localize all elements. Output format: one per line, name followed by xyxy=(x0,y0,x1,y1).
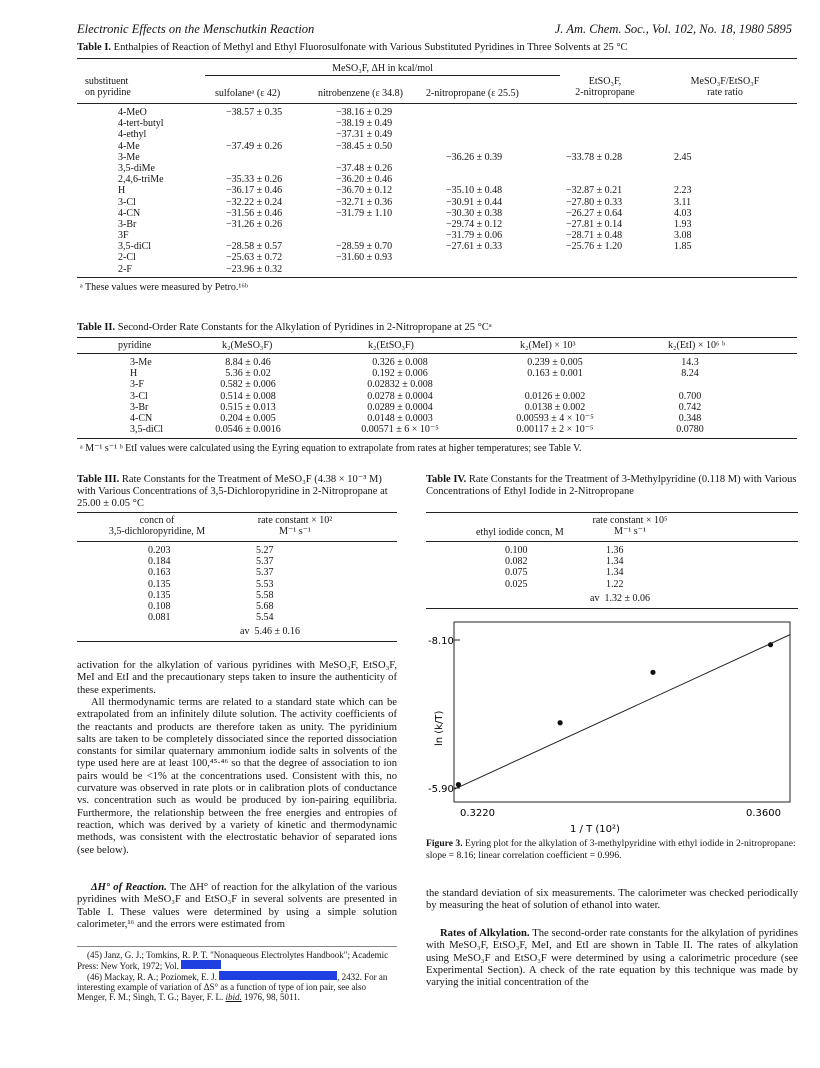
right-paragraph-1: the standard deviation of six measurements. The calorimeter was checked periodically by measuring the heat of solution of ethanol into water. xyxy=(426,888,798,912)
table1-header-nitropropane: 2-nitropropane (ε 25.5) xyxy=(426,88,519,99)
table1-cell-sulfolane: −38.57 ± 0.35 xyxy=(226,107,283,118)
table3-cell-rate: 5.27 xyxy=(256,545,274,556)
table2-cell-k-etso3f: 0.0148 ± 0.0003 xyxy=(367,412,433,424)
table2-cell-k-etso3f: 0.0278 ± 0.0004 xyxy=(367,390,433,402)
table3-header-rule xyxy=(77,541,397,542)
table2-cell-k-meso3f: 0.514 ± 0.008 xyxy=(220,390,276,402)
table1-cell-nitrobenzene: −38.45 ± 0.50 xyxy=(336,140,393,152)
avg-value: 1.32 ± 0.06 xyxy=(604,593,650,604)
left-paragraph-2: All thermodynamic terms are related to a standard state which can be extrapolated from an infinitely dilute solution. The activity coefficients of the reactants and products are therefore taken as unity. The pyridinium salts are taken to be completely dissociated since the reported dissociation constants for similar quaternary ammonium iodide salts in solvents of the type used here are at least 100,⁴⁵·⁴⁶ so that the degree of association to ion pairs would be <1% at the concentrations used. Consistent with this, no curvature was observed in rate plots or in calibration plots of conductance vs. concentration such as would be produced by ion-pairing equilibria. Furthermore, the relationship between the free energies and entropies of reaction, which was derived by a variety of kinetic and thermodynamic methods, was consistent with the electrostatic behavior of separated ions (see below). xyxy=(77,697,397,856)
table4-bottom-rule xyxy=(426,608,798,609)
left-paragraph-3 xyxy=(77,882,397,931)
header-line: M⁻¹ s⁻¹ xyxy=(279,526,311,538)
table4-header-conc: ethyl iodide concn, M xyxy=(476,527,564,538)
table2-caption xyxy=(77,322,797,333)
table1-cell-ratio: 1.93 xyxy=(674,218,692,230)
header-line: rate ratio xyxy=(707,87,743,99)
table4-cell-conc: 0.082 xyxy=(505,556,528,568)
table3-cell-rate: 5.54 xyxy=(256,612,274,624)
table1-cell-ratio xyxy=(674,163,692,174)
table1-cell-sulfolane: −31.56 ± 0.46 xyxy=(226,207,283,219)
table1-cell-sulfolane: −25.63 ± 0.72 xyxy=(226,252,283,264)
footnote-46 xyxy=(77,971,397,1003)
y-axis-label: ln (k/T) xyxy=(434,710,445,746)
table3-col-rate xyxy=(256,545,274,623)
avg-value: 5.46 ± 0.16 xyxy=(254,626,300,637)
y-tick-top: -8.10 xyxy=(428,636,454,647)
table1-cell-ratio: 3.08 xyxy=(674,230,692,242)
running-header-right: J. Am. Chem. Soc., Vol. 102, No. 18, 1980 5895 xyxy=(554,22,792,36)
table1-cell-etso3f xyxy=(566,264,622,275)
table1-cell-ratio xyxy=(674,118,692,129)
table4-top-rule xyxy=(426,512,798,513)
table3-top-rule xyxy=(77,512,397,513)
table2-cell-k-mei: 0.00117 ± 2 × 10⁻⁵ xyxy=(516,424,594,436)
table1-col-nitrobenzene xyxy=(336,107,392,275)
table1-cell-etso3f xyxy=(566,252,622,263)
table2-cell-k-eti: 0.700 xyxy=(678,390,702,402)
table1-cell-etso3f: −27.80 ± 0.33 xyxy=(566,196,623,208)
table1-cell-nitrobenzene: −36.20 ± 0.46 xyxy=(336,174,393,186)
table2-cell-k-etso3f: 0.02832 ± 0.008 xyxy=(367,379,433,391)
footnote-text: 1976, 98, 5011. xyxy=(244,992,300,1003)
table1-cell-nitrobenzene: −31.60 ± 0.93 xyxy=(336,252,393,264)
table3-cell-conc: 0.184 xyxy=(148,556,171,568)
table1-cell-sulfolane xyxy=(226,129,282,140)
table1-cell-nitropropane: −30.91 ± 0.44 xyxy=(446,196,503,208)
table3-cell-rate: 5.68 xyxy=(256,600,274,612)
table4-cell-rate: 1.36 xyxy=(606,545,624,556)
table1-cell-substituent: 3-Cl xyxy=(118,196,136,208)
table3-bottom-rule xyxy=(77,641,397,642)
left-paragraph-1: activation for the alkylation of various pyridines with MeSO₃F, EtSO₃F, MeI and EtI and the precautionary steps taken to insure the authenticity of these experiments. xyxy=(77,660,397,696)
table4-cell-conc: 0.075 xyxy=(505,567,528,579)
table3-caption xyxy=(77,474,397,510)
table4-caption xyxy=(426,474,798,498)
table3-cell-conc: 0.108 xyxy=(148,600,171,612)
table1-header-subst xyxy=(85,76,131,98)
redaction-mark xyxy=(181,960,221,969)
table1-cell-sulfolane xyxy=(226,118,282,129)
header-line: 3,5-dichloropyridine, M xyxy=(108,526,206,538)
table1-cell-etso3f: −26.27 ± 0.64 xyxy=(566,207,623,219)
x-axis-label: 1 / T (10²) xyxy=(570,824,620,835)
table1-col-nitropropane xyxy=(446,107,502,275)
right-paragraph-2 xyxy=(426,928,798,989)
table1-cell-nitrobenzene: −37.48 ± 0.26 xyxy=(336,162,393,174)
table1-cell-sulfolane: −31.26 ± 0.26 xyxy=(226,218,283,230)
table2-cell-k-mei: 0.163 ± 0.001 xyxy=(527,368,583,380)
table2-col-k-etso3f xyxy=(340,357,460,435)
figure3-chart xyxy=(420,618,800,836)
footnote-text: (46) Mackay, R. A.; Poziomek, E. J. xyxy=(87,972,217,982)
table4-col-conc xyxy=(505,545,528,590)
table1-cell-etso3f xyxy=(566,163,622,174)
table1-cell-ratio: 3.11 xyxy=(674,196,692,208)
table1-cell-etso3f: −27.81 ± 0.14 xyxy=(566,218,623,230)
table1-cell-ratio: 2.45 xyxy=(674,151,692,163)
table1-cell-substituent: 3F xyxy=(118,230,129,242)
table1-cell-nitropropane xyxy=(446,118,502,129)
data-point xyxy=(456,782,461,787)
table1-cell-ratio xyxy=(674,107,692,118)
table1-footnote: ᵃ These values were measured by Petro.¹⁶ᵇ xyxy=(80,282,248,293)
table1-cell-nitropropane: −35.10 ± 0.48 xyxy=(446,185,503,197)
table2-cell-k-meso3f: 0.204 ± 0.005 xyxy=(220,412,276,424)
table1-header-ratio xyxy=(670,76,780,98)
table1-cell-nitrobenzene: −28.59 ± 0.70 xyxy=(336,241,393,253)
table2-cell-pyridine: 3,5-diCl xyxy=(130,424,164,436)
table4-cell-conc: 0.025 xyxy=(505,578,528,590)
header-line: M⁻¹ s⁻¹ xyxy=(614,526,646,538)
table1-cell-nitrobenzene: −38.19 ± 0.49 xyxy=(336,118,393,130)
table2-col-pyridine xyxy=(130,357,163,435)
table2-bottom-rule xyxy=(77,438,797,439)
table1-cell-substituent: 4-MeO xyxy=(118,107,147,118)
table2-cell-k-eti: 0.742 xyxy=(678,401,702,413)
header-line: rate constant × 10² xyxy=(257,515,333,526)
table1-cell-sulfolane: −32.22 ± 0.24 xyxy=(226,196,283,208)
header-line: MeSO₃F/EtSO₃F xyxy=(690,76,760,87)
table1-cell-ratio: 1.85 xyxy=(674,241,692,253)
table1-cell-sulfolane xyxy=(226,230,282,241)
paragraph-text: The ΔH° of reaction for the alkylation of the various pyridines with MeSO₃F and EtSO₃F in several solvents are presented in Table I. These values were determined by using a simple solution calorimeter,¹⁶ and the errors were estimated from xyxy=(77,882,397,930)
table3-cell-conc: 0.163 xyxy=(148,567,171,579)
table1-cell-substituent: 3-Me xyxy=(118,151,140,163)
table1-cell-nitropropane xyxy=(446,252,502,263)
table2-label: Table II. xyxy=(77,322,116,333)
table2-col-k-mei xyxy=(495,357,615,435)
table3-header-conc xyxy=(82,515,232,537)
table4-title: Rate Constants for the Treatment of 3-Methylpyridine (0.118 M) with Various Concentrations of Ethyl Iodide in 2-Nitropropane xyxy=(426,474,797,497)
table2-title: Second-Order Rate Constants for the Alkylation of Pyridines in 2-Nitropropane at 25 °Cᵃ xyxy=(117,322,492,333)
table1-col-etso3f xyxy=(566,107,622,275)
table1-cell-nitrobenzene: −36.70 ± 0.12 xyxy=(336,185,393,197)
table1-cell-ratio: 2.23 xyxy=(674,185,692,197)
table2-cell-k-meso3f: 0.582 ± 0.006 xyxy=(220,379,276,391)
footnote-45 xyxy=(77,950,397,971)
table2-header-rule xyxy=(77,353,797,354)
table1-cell-sulfolane: −28.58 ± 0.57 xyxy=(226,241,283,253)
table1-col-sulfolane xyxy=(226,107,282,275)
table3-cell-conc: 0.203 xyxy=(148,545,171,556)
table2-cell-k-meso3f: 5.36 ± 0.02 xyxy=(225,368,271,380)
table3-cell-rate: 5.37 xyxy=(256,567,274,579)
table2-cell-k-eti: 8.24 xyxy=(681,368,699,380)
table2-cell-k-etso3f: 0.0289 ± 0.0004 xyxy=(367,401,433,413)
avg-label: av xyxy=(240,626,250,637)
table2-cell-pyridine: 3-Br xyxy=(130,401,149,413)
figure3-text: Eyring plot for the alkylation of 3-methylpyridine with ethyl iodide in 2-nitropropane: slope = 8.16; linear correlation coefficient = 0.996. xyxy=(426,838,796,861)
table1-cell-sulfolane: −37.49 ± 0.26 xyxy=(226,140,283,152)
table1-cell-etso3f xyxy=(566,107,622,118)
header-line: 2-nitropropane xyxy=(575,87,635,99)
table1-cell-substituent: H xyxy=(118,185,126,197)
table1-cell-nitropropane xyxy=(446,264,502,275)
x-tick-right: 0.3600 xyxy=(746,808,781,819)
table1-header-nitrobenzene: nitrobenzene (ε 34.8) xyxy=(318,88,403,99)
redaction-mark xyxy=(219,971,337,980)
table1-cell-nitropropane xyxy=(446,107,502,118)
table1-cell-nitrobenzene: −37.31 ± 0.49 xyxy=(336,129,393,141)
table2-cell-k-eti xyxy=(650,379,730,390)
table1-cell-substituent: 2,4,6-triMe xyxy=(118,174,164,186)
table1-header-etso3f xyxy=(555,76,655,98)
table1-cell-ratio xyxy=(674,141,692,152)
table1-header-sulfolane: sulfolaneᵃ (ε 42) xyxy=(215,88,281,99)
table2-cell-pyridine: 3-F xyxy=(130,379,144,391)
table1-cell-etso3f xyxy=(566,141,622,152)
table1-cell-substituent: 4-tert-butyl xyxy=(118,118,164,130)
table2-cell-k-mei: 0.239 ± 0.005 xyxy=(527,357,583,368)
table2-cell-k-mei xyxy=(495,379,615,390)
citation-link[interactable]: ibid. xyxy=(225,992,242,1003)
table2-cell-k-etso3f: 0.00571 ± 6 × 10⁻⁵ xyxy=(361,424,439,436)
table1-label: Table I. xyxy=(77,42,112,53)
table1-cell-etso3f xyxy=(566,174,622,185)
table4-header-rate xyxy=(580,515,680,537)
paragraph-text: The second-order rate constants for the alkylation of pyridines with MeSO₃F, EtSO₃F, MeI, and EtI are shown in Table II. The rates of alkylation using MeSO₃F and EtSO₃F were determined by using a calorimetric procedure (see Experimental Section). A check of the rate equation by this technique was made by varying the initial concentration of the xyxy=(426,928,798,989)
table2-header-k-etso3f: k₂(EtSO₃F) xyxy=(368,340,414,351)
table2-cell-k-mei: 0.0138 ± 0.002 xyxy=(524,401,586,413)
table1-cell-sulfolane: −36.17 ± 0.46 xyxy=(226,185,283,197)
table3-average xyxy=(240,626,300,637)
table1-col-substituent xyxy=(118,107,164,275)
table1-cell-substituent: 4-Me xyxy=(118,140,140,152)
table1-cell-nitrobenzene xyxy=(336,219,392,230)
running-header-left: Electronic Effects on the Menschutkin Reaction xyxy=(77,22,315,36)
table1-cell-sulfolane: −23.96 ± 0.32 xyxy=(226,263,283,275)
fit-line xyxy=(454,635,790,790)
table1-bottom-rule xyxy=(77,277,797,278)
table2-cell-k-mei: 0.00593 ± 4 × 10⁻⁵ xyxy=(516,412,594,424)
table1-cell-sulfolane: −35.33 ± 0.26 xyxy=(226,174,283,186)
table1-cell-nitrobenzene: −31.79 ± 1.10 xyxy=(336,207,393,219)
table1-cell-substituent: 2-F xyxy=(118,263,132,275)
table1-cell-nitropropane: −29.74 ± 0.12 xyxy=(446,218,503,230)
table3-cell-rate: 5.37 xyxy=(256,556,274,568)
table1-group-rule xyxy=(205,75,560,76)
avg-label: av xyxy=(590,593,600,604)
footnote-text: (45) Janz, G. J.; Tomkins, R. P. T. "Nonaqueous Electrolytes Handbook"; Academic Press: New York, 1972; Vol. xyxy=(77,950,389,972)
y-tick-bottom: -5.90 xyxy=(428,784,454,795)
table1-cell-nitropropane: −36.26 ± 0.39 xyxy=(446,151,503,163)
table2-header-k-meso3f: k₂(MeSO₃F) xyxy=(222,340,273,351)
table1-caption xyxy=(77,42,797,53)
table4-header-rule xyxy=(426,541,798,542)
table1-cell-etso3f: −32.87 ± 0.21 xyxy=(566,185,623,197)
table2-cell-pyridine: 4-CN xyxy=(130,412,153,424)
table2-col-k-eti xyxy=(650,357,730,435)
table1-cell-nitropropane xyxy=(446,141,502,152)
table4-cell-rate: 1.34 xyxy=(606,567,624,579)
table1-cell-nitropropane xyxy=(446,129,502,140)
data-point xyxy=(768,642,773,647)
table3-header-rate xyxy=(240,515,350,537)
table3-label: Table III. xyxy=(77,474,120,485)
table1-cell-substituent: 4-ethyl xyxy=(118,129,147,141)
header-line: concn of xyxy=(139,515,175,526)
table2-header-k-eti: k₂(EtI) × 10⁶ ᵇ xyxy=(668,340,726,351)
header-line: on pyridine xyxy=(85,87,131,99)
table1-cell-substituent: 3,5-diMe xyxy=(118,162,155,174)
x-tick-left: 0.3220 xyxy=(460,808,495,819)
data-point xyxy=(650,670,655,675)
table2-cell-k-etso3f: 0.192 ± 0.006 xyxy=(372,368,428,380)
table1-header-rule xyxy=(77,103,797,104)
table1-cell-nitropropane: −30.30 ± 0.38 xyxy=(446,207,503,219)
table1-cell-sulfolane xyxy=(226,152,282,163)
table1-cell-nitropropane xyxy=(446,174,502,185)
table1-cell-nitropropane: −27.61 ± 0.33 xyxy=(446,241,503,253)
table3-title: Rate Constants for the Treatment of MeSO₃F (4.38 × 10⁻³ M) with Various Concentrations of 3,5-Dichloropyridine in 2-Nitropropane at 25.00 ± 0.05 °C xyxy=(77,474,388,509)
footnote-rule xyxy=(77,946,397,947)
table1-title: Enthalpies of Reaction of Methyl and Ethyl Fluorosulfonate with Various Substituted Pyridines in Three Solvents at 25 °C xyxy=(113,42,628,53)
table1-cell-etso3f: −25.76 ± 1.20 xyxy=(566,241,623,253)
table1-cell-substituent: 2-Cl xyxy=(118,252,136,264)
table1-cell-etso3f xyxy=(566,129,622,140)
table1-col-ratio xyxy=(674,107,692,275)
table1-cell-nitrobenzene xyxy=(336,264,392,275)
table2-cell-k-etso3f: 0.326 ± 0.008 xyxy=(372,357,428,368)
table3-cell-rate: 5.53 xyxy=(256,578,274,590)
table4-cell-conc: 0.100 xyxy=(505,545,528,556)
table4-col-rate xyxy=(606,545,624,590)
table1-cell-ratio: 4.03 xyxy=(674,207,692,219)
table2-header-k-mei: k₂(MeI) × 10³ xyxy=(520,340,576,351)
table3-cell-rate: 5.58 xyxy=(256,589,274,601)
table2-cell-k-eti: 14.3 xyxy=(681,357,699,368)
table1-cell-nitrobenzene xyxy=(336,230,392,241)
table3-cell-conc: 0.081 xyxy=(148,612,171,624)
table4-label: Table IV. xyxy=(426,474,467,485)
table1-cell-nitrobenzene xyxy=(336,152,392,163)
data-point xyxy=(558,720,563,725)
table1-cell-ratio xyxy=(674,252,692,263)
table3-cell-conc: 0.135 xyxy=(148,578,171,590)
table2-cell-k-eti: 0.0780 xyxy=(676,424,704,436)
table2-header-pyridine: pyridine xyxy=(118,340,152,351)
section-heading: Rates of Alkylation. xyxy=(440,928,530,939)
table2-cell-pyridine: H xyxy=(130,368,138,380)
table1-cell-etso3f: −28.71 ± 0.48 xyxy=(566,230,623,242)
table1-cell-nitropropane xyxy=(446,163,502,174)
table4-cell-rate: 1.22 xyxy=(606,578,624,590)
table1-cell-etso3f: −33.78 ± 0.28 xyxy=(566,151,623,163)
table2-cell-pyridine: 3-Cl xyxy=(130,390,148,402)
table2-col-k-meso3f xyxy=(198,357,298,435)
header-line: EtSO₃F, xyxy=(588,76,622,87)
table1-cell-ratio xyxy=(674,264,692,275)
table1-cell-substituent: 3,5-diCl xyxy=(118,241,152,253)
table1-cell-substituent: 4-CN xyxy=(118,207,141,219)
table4-cell-rate: 1.34 xyxy=(606,556,624,568)
table1-cell-nitrobenzene: −38.16 ± 0.29 xyxy=(336,107,393,118)
table1-top-rule xyxy=(77,58,797,59)
table2-cell-k-meso3f: 8.84 ± 0.46 xyxy=(225,357,271,368)
table1-cell-etso3f xyxy=(566,118,622,129)
table1-cell-nitrobenzene: −32.71 ± 0.36 xyxy=(336,196,393,208)
table2-cell-pyridine: 3-Me xyxy=(130,357,152,368)
figure3-label: Figure 3. xyxy=(426,838,463,849)
table1-cell-ratio xyxy=(674,174,692,185)
table2-footnote: ᵃ M⁻¹ s⁻¹ ᵇ EtI values were calculated using the Eyring equation to extrapolate from rates at higher temperatures; see Table V. xyxy=(80,443,582,454)
table1-group-header: MeSO₃F, ΔH in kcal/mol xyxy=(332,63,433,74)
figure3-caption xyxy=(426,838,798,861)
table3-col-conc xyxy=(148,545,171,623)
header-line: rate constant × 10⁵ xyxy=(592,515,668,526)
footnote-text: , 2432. For an interesting example of variation of ΔS° as a function of type of ion pair, see also Menger, F. M.; Singh, T. G.; Bayer, F. L. xyxy=(77,972,388,1003)
table3-cell-conc: 0.135 xyxy=(148,589,171,601)
table2-cell-k-mei: 0.0126 ± 0.002 xyxy=(524,390,586,402)
table4-average xyxy=(590,593,650,604)
table2-cell-k-eti: 0.348 xyxy=(678,412,702,424)
table1-cell-substituent: 3-Br xyxy=(118,218,137,230)
table2-cell-k-meso3f: 0.0546 ± 0.0016 xyxy=(215,424,281,436)
table2-top-rule xyxy=(77,337,797,338)
table1-cell-sulfolane xyxy=(226,163,282,174)
header-line: substituent xyxy=(85,76,129,87)
section-heading: ΔH° of Reaction. xyxy=(91,882,167,893)
table1-cell-ratio xyxy=(674,129,692,140)
table1-cell-nitropropane: −31.79 ± 0.06 xyxy=(446,230,503,242)
table2-cell-k-meso3f: 0.515 ± 0.013 xyxy=(220,401,276,413)
